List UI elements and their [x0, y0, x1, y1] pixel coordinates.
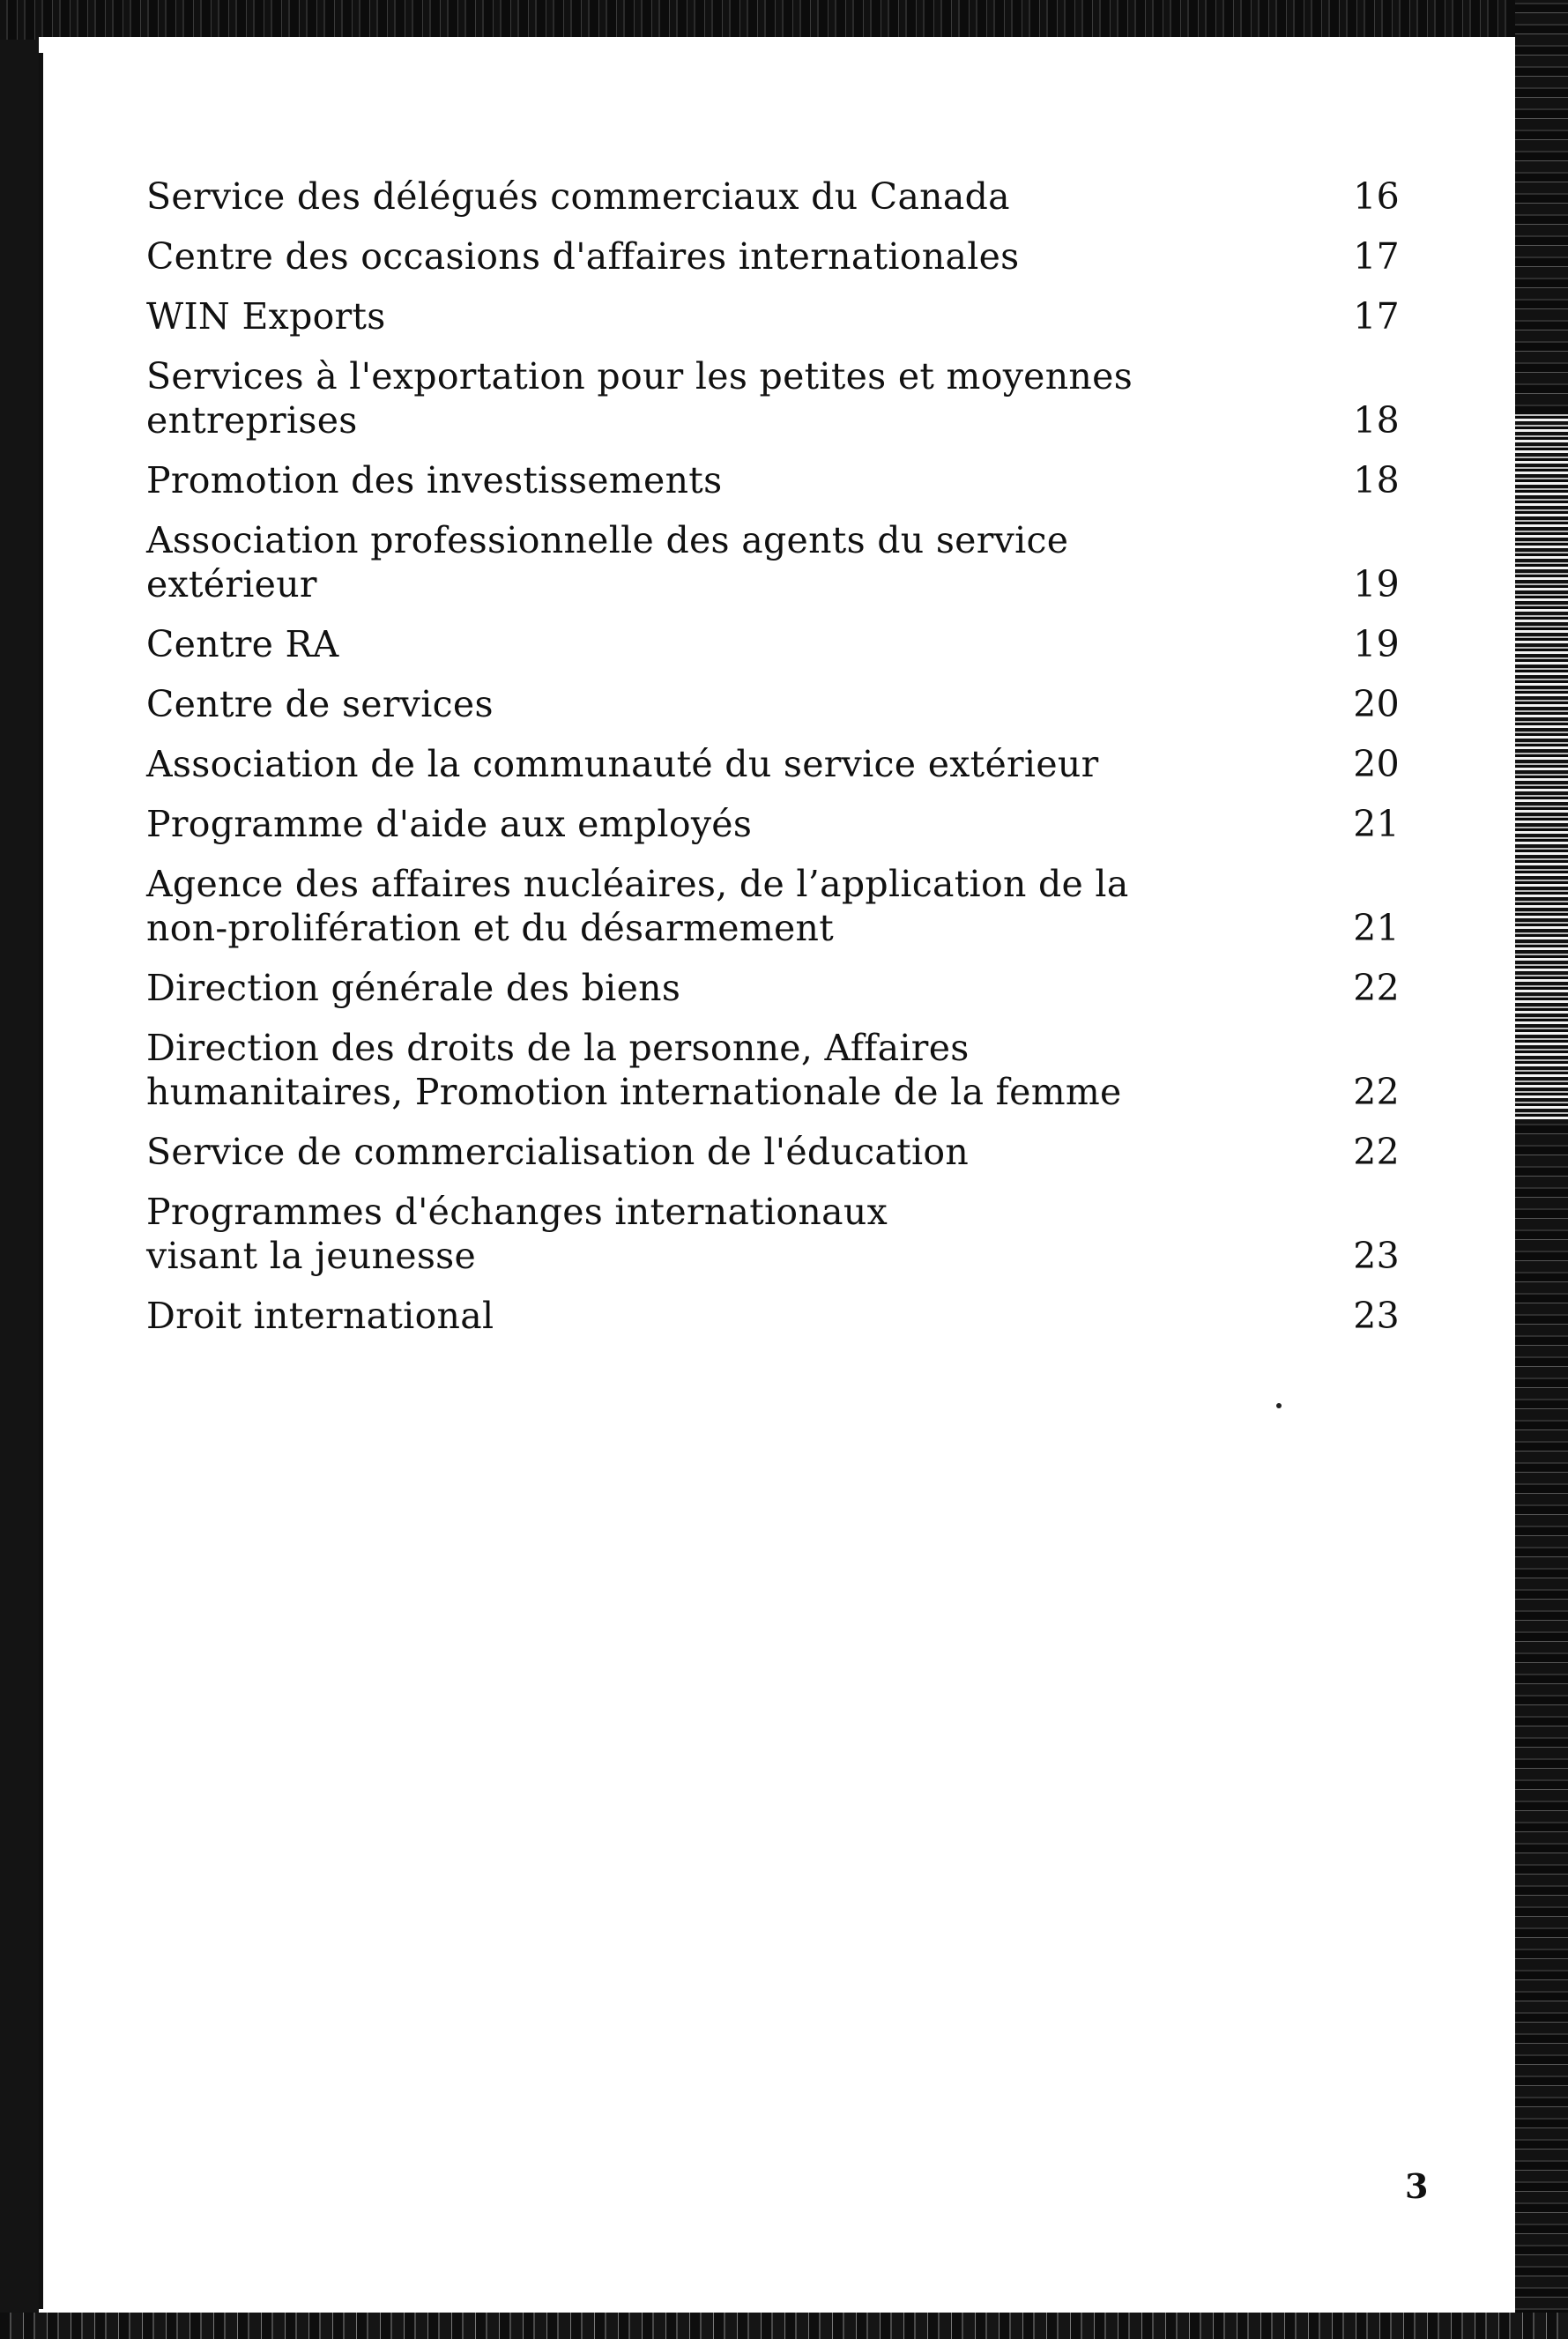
toc-entry [146, 1130, 1400, 1174]
table-of-contents [146, 174, 1400, 1354]
toc-entry-title: Association de la communauté du service extérieur [146, 743, 1099, 785]
toc-entry-title: Association professionnelle des agents du service extérieur [146, 519, 1069, 605]
toc-entry-page: 17 [1353, 295, 1400, 338]
toc-entry-title: WIN Exports [146, 295, 386, 338]
toc-entry [146, 682, 1400, 726]
toc-entry [146, 1190, 1400, 1278]
toc-entry-title: Promotion des investissements [146, 459, 723, 501]
toc-entry-page: 21 [1353, 907, 1400, 949]
toc-entry-title: Programme d'aide aux employés [146, 803, 753, 845]
toc-entry [146, 234, 1400, 278]
toc-entry-page: 20 [1353, 683, 1400, 725]
toc-entry-title: Services à l'exportation pour les petites et moyennes entreprises [146, 355, 1133, 442]
scan-noise-right [1515, 414, 1568, 1119]
toc-entry-title: Centre des occasions d'affaires internationales [146, 235, 1020, 278]
toc-entry-page: 18 [1353, 399, 1400, 442]
toc-entry-title: Service des délégués commerciaux du Canada [146, 175, 1010, 218]
toc-entry-page: 20 [1353, 743, 1400, 785]
toc-entry [146, 458, 1400, 502]
toc-entry-title: Direction générale des biens [146, 967, 681, 1009]
toc-entry-page: 23 [1353, 1295, 1400, 1337]
toc-entry-page: 22 [1353, 1131, 1400, 1173]
toc-entry [146, 294, 1400, 338]
toc-entry [146, 174, 1400, 219]
toc-entry-page: 22 [1353, 1071, 1400, 1113]
toc-entry-title: Centre RA [146, 623, 339, 665]
toc-entry [146, 1294, 1400, 1338]
toc-entry [146, 1026, 1400, 1114]
binding-edge [39, 53, 43, 2309]
toc-entry-title: Droit international [146, 1295, 494, 1337]
toc-entry-title: Centre de services [146, 683, 494, 725]
scan-speck [1276, 1403, 1282, 1408]
toc-entry-page: 21 [1353, 803, 1400, 845]
toc-entry-page: 17 [1353, 235, 1400, 278]
toc-entry [146, 966, 1400, 1010]
toc-entry-title: Service de commercialisation de l'éducation [146, 1131, 970, 1173]
toc-entry [146, 742, 1400, 786]
toc-entry-page: 19 [1353, 623, 1400, 665]
toc-entry-title: Direction des droits de la personne, Affaires humanitaires, Promotion internationale de la femme [146, 1027, 1122, 1113]
toc-entry-page: 16 [1353, 175, 1400, 218]
toc-entry [146, 622, 1400, 666]
toc-entry-page: 23 [1353, 1235, 1400, 1277]
scan-border-right [1515, 0, 1568, 2339]
toc-entry-page: 19 [1353, 563, 1400, 605]
scan-border-bottom [0, 2313, 1568, 2339]
toc-entry [146, 802, 1400, 846]
scan-border-top [0, 0, 1568, 40]
toc-entry [146, 862, 1400, 950]
toc-entry [146, 354, 1400, 442]
toc-entry [146, 518, 1400, 606]
page-number: 3 [1405, 2166, 1429, 2206]
toc-entry-page: 22 [1353, 967, 1400, 1009]
toc-entry-title: Agence des affaires nucléaires, de l’application de la non-prolifération et du désarmement [146, 863, 1129, 949]
toc-entry-title: Programmes d'échanges internationaux visant la jeunesse [146, 1191, 888, 1277]
toc-entry-page: 18 [1353, 459, 1400, 501]
